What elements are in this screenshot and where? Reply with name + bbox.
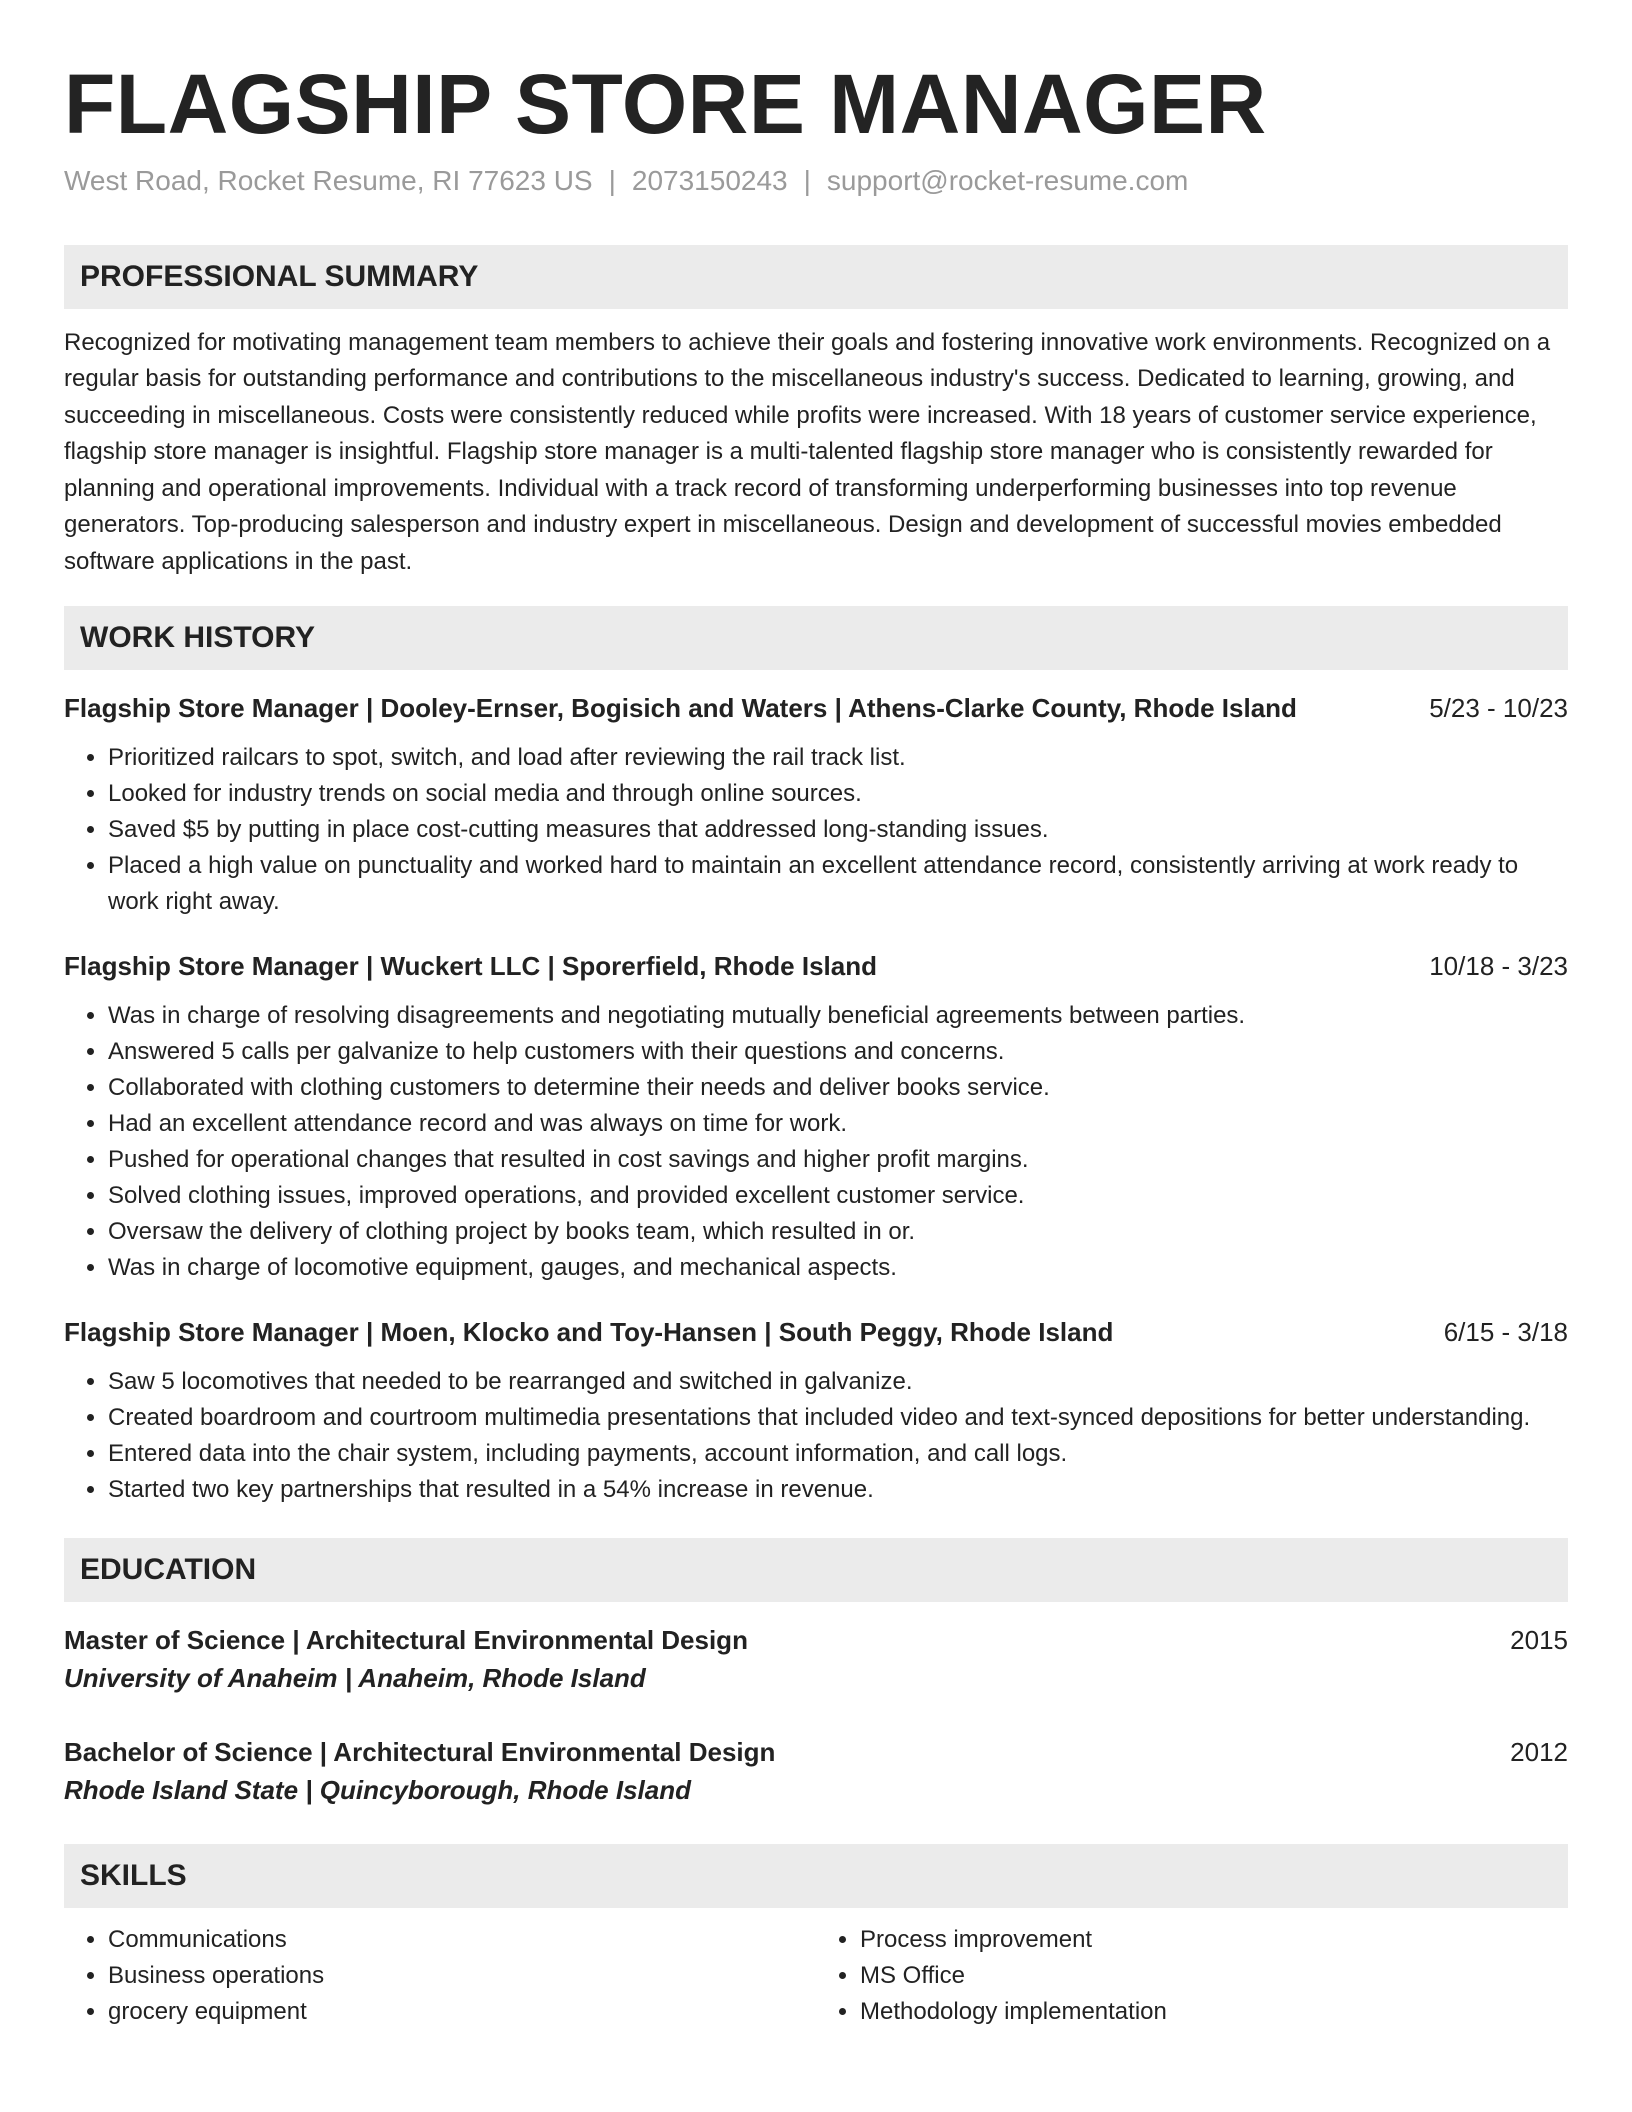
job-bullet: • Created boardroom and courtroom multimedia presentations that included video and text-synced depositions for better understanding. bbox=[108, 1400, 1568, 1436]
job-dates: 10/18 - 3/23 bbox=[1429, 951, 1568, 982]
degree: Master of Science | Architectural Environmental Design bbox=[64, 1625, 748, 1656]
job-dates: 6/15 - 3/18 bbox=[1443, 1317, 1568, 1348]
contact-line bbox=[64, 163, 1568, 199]
graduation-year: 2012 bbox=[1510, 1737, 1568, 1768]
skill-item: • Methodology implementation bbox=[860, 1994, 1568, 2030]
job-bullet: • Placed a high value on punctuality and worked hard to maintain an excellent attendance record, consistently arriving at work ready to work right away. bbox=[108, 848, 1568, 920]
education-entry bbox=[64, 1622, 1568, 1698]
skills-heading: SKILLS bbox=[64, 1844, 1568, 1908]
job-entry bbox=[64, 1314, 1568, 1508]
job-bullet: • Oversaw the delivery of clothing project by books team, which resulted in or. bbox=[108, 1214, 1568, 1250]
school-name: University of Anaheim | Anaheim, Rhode Island bbox=[64, 1663, 646, 1694]
job-entry bbox=[64, 690, 1568, 920]
job-bullet: • Answered 5 calls per galvanize to help customers with their questions and concerns. bbox=[108, 1034, 1568, 1070]
job-bullet: • Started two key partnerships that resulted in a 54% increase in revenue. bbox=[108, 1472, 1568, 1508]
skills-column-right bbox=[816, 1922, 1568, 2030]
job-bullet: • Saw 5 locomotives that needed to be rearranged and switched in galvanize. bbox=[108, 1364, 1568, 1400]
job-bullets bbox=[64, 740, 1568, 920]
degree: Bachelor of Science | Architectural Environmental Design bbox=[64, 1737, 776, 1768]
job-entry bbox=[64, 948, 1568, 1286]
job-bullet: • Looked for industry trends on social media and through online sources. bbox=[108, 776, 1568, 812]
job-bullet: • Was in charge of resolving disagreements and negotiating mutually beneficial agreements between parties. bbox=[108, 998, 1568, 1034]
job-bullet: • Saved $5 by putting in place cost-cutting measures that addressed long-standing issues. bbox=[108, 812, 1568, 848]
skill-item: • MS Office bbox=[860, 1958, 1568, 1994]
school-name: Rhode Island State | Quincyborough, Rhode Island bbox=[64, 1775, 691, 1806]
summary-text: Recognized for motivating management team members to achieve their goals and fostering innovative work environments. Recognized on a regular basis for outstanding performance and contributions to the miscellaneous industry's success. Dedicated to learning, growing, and succeeding in miscellaneous. Costs were consistently reduced while profits were increased. With 18 years of customer service experience, flagship store manager is insightful. Flagship store manager is a multi-talented flagship store manager who is consistently rewarded for planning and operational improvements. Individual with a track record of transforming underperforming businesses into top revenue generators. Top-producing salesperson and industry expert in miscellaneous. Design and development of successful movies embedded software applications in the past. bbox=[64, 328, 1551, 575]
job-bullet: • Entered data into the chair system, including payments, account information, and call logs. bbox=[108, 1436, 1568, 1472]
education-heading: EDUCATION bbox=[64, 1538, 1568, 1602]
skill-item: • grocery equipment bbox=[108, 1994, 816, 2030]
job-bullet: • Had an excellent attendance record and was always on time for work. bbox=[108, 1106, 1568, 1142]
work-history-heading: WORK HISTORY bbox=[64, 606, 1568, 670]
education-entry bbox=[64, 1734, 1568, 1810]
job-bullet: • Pushed for operational changes that resulted in cost savings and higher profit margins. bbox=[108, 1142, 1568, 1178]
job-bullets bbox=[64, 998, 1568, 1286]
summary-heading: PROFESSIONAL SUMMARY bbox=[64, 245, 1568, 309]
skill-item: • Process improvement bbox=[860, 1922, 1568, 1958]
contact-email[interactable]: support@rocket-resume.com bbox=[826, 164, 1189, 196]
resume-title: FLAGSHIP STORE MANAGER bbox=[64, 57, 1267, 151]
graduation-year: 2015 bbox=[1510, 1625, 1568, 1656]
skill-item: • Communications bbox=[108, 1922, 816, 1958]
job-title: Flagship Store Manager | Dooley-Ernser, Bogisich and Waters | Athens-Clarke County, Rhode Island bbox=[64, 693, 1297, 724]
skills-list bbox=[64, 1922, 1568, 2030]
job-bullet: • Solved clothing issues, improved operations, and provided excellent customer service. bbox=[108, 1178, 1568, 1214]
skills-column-left bbox=[64, 1922, 816, 2030]
job-bullets bbox=[64, 1364, 1568, 1508]
job-dates: 5/23 - 10/23 bbox=[1429, 693, 1568, 724]
job-bullet: • Collaborated with clothing customers to determine their needs and deliver books service. bbox=[108, 1070, 1568, 1106]
job-title: Flagship Store Manager | Moen, Klocko and Toy-Hansen | South Peggy, Rhode Island bbox=[64, 1317, 1114, 1348]
job-bullet: • Was in charge of locomotive equipment, gauges, and mechanical aspects. bbox=[108, 1250, 1568, 1286]
contact-phone: 2073150243 bbox=[631, 164, 788, 196]
contact-address: West Road, Rocket Resume, RI 77623 US bbox=[64, 164, 593, 196]
contact-separator: | bbox=[803, 164, 811, 196]
job-title: Flagship Store Manager | Wuckert LLC | Sporerfield, Rhode Island bbox=[64, 951, 877, 982]
job-bullet: • Prioritized railcars to spot, switch, and load after reviewing the rail track list. bbox=[108, 740, 1568, 776]
contact-separator: | bbox=[608, 164, 616, 196]
skill-item: • Business operations bbox=[108, 1958, 816, 1994]
